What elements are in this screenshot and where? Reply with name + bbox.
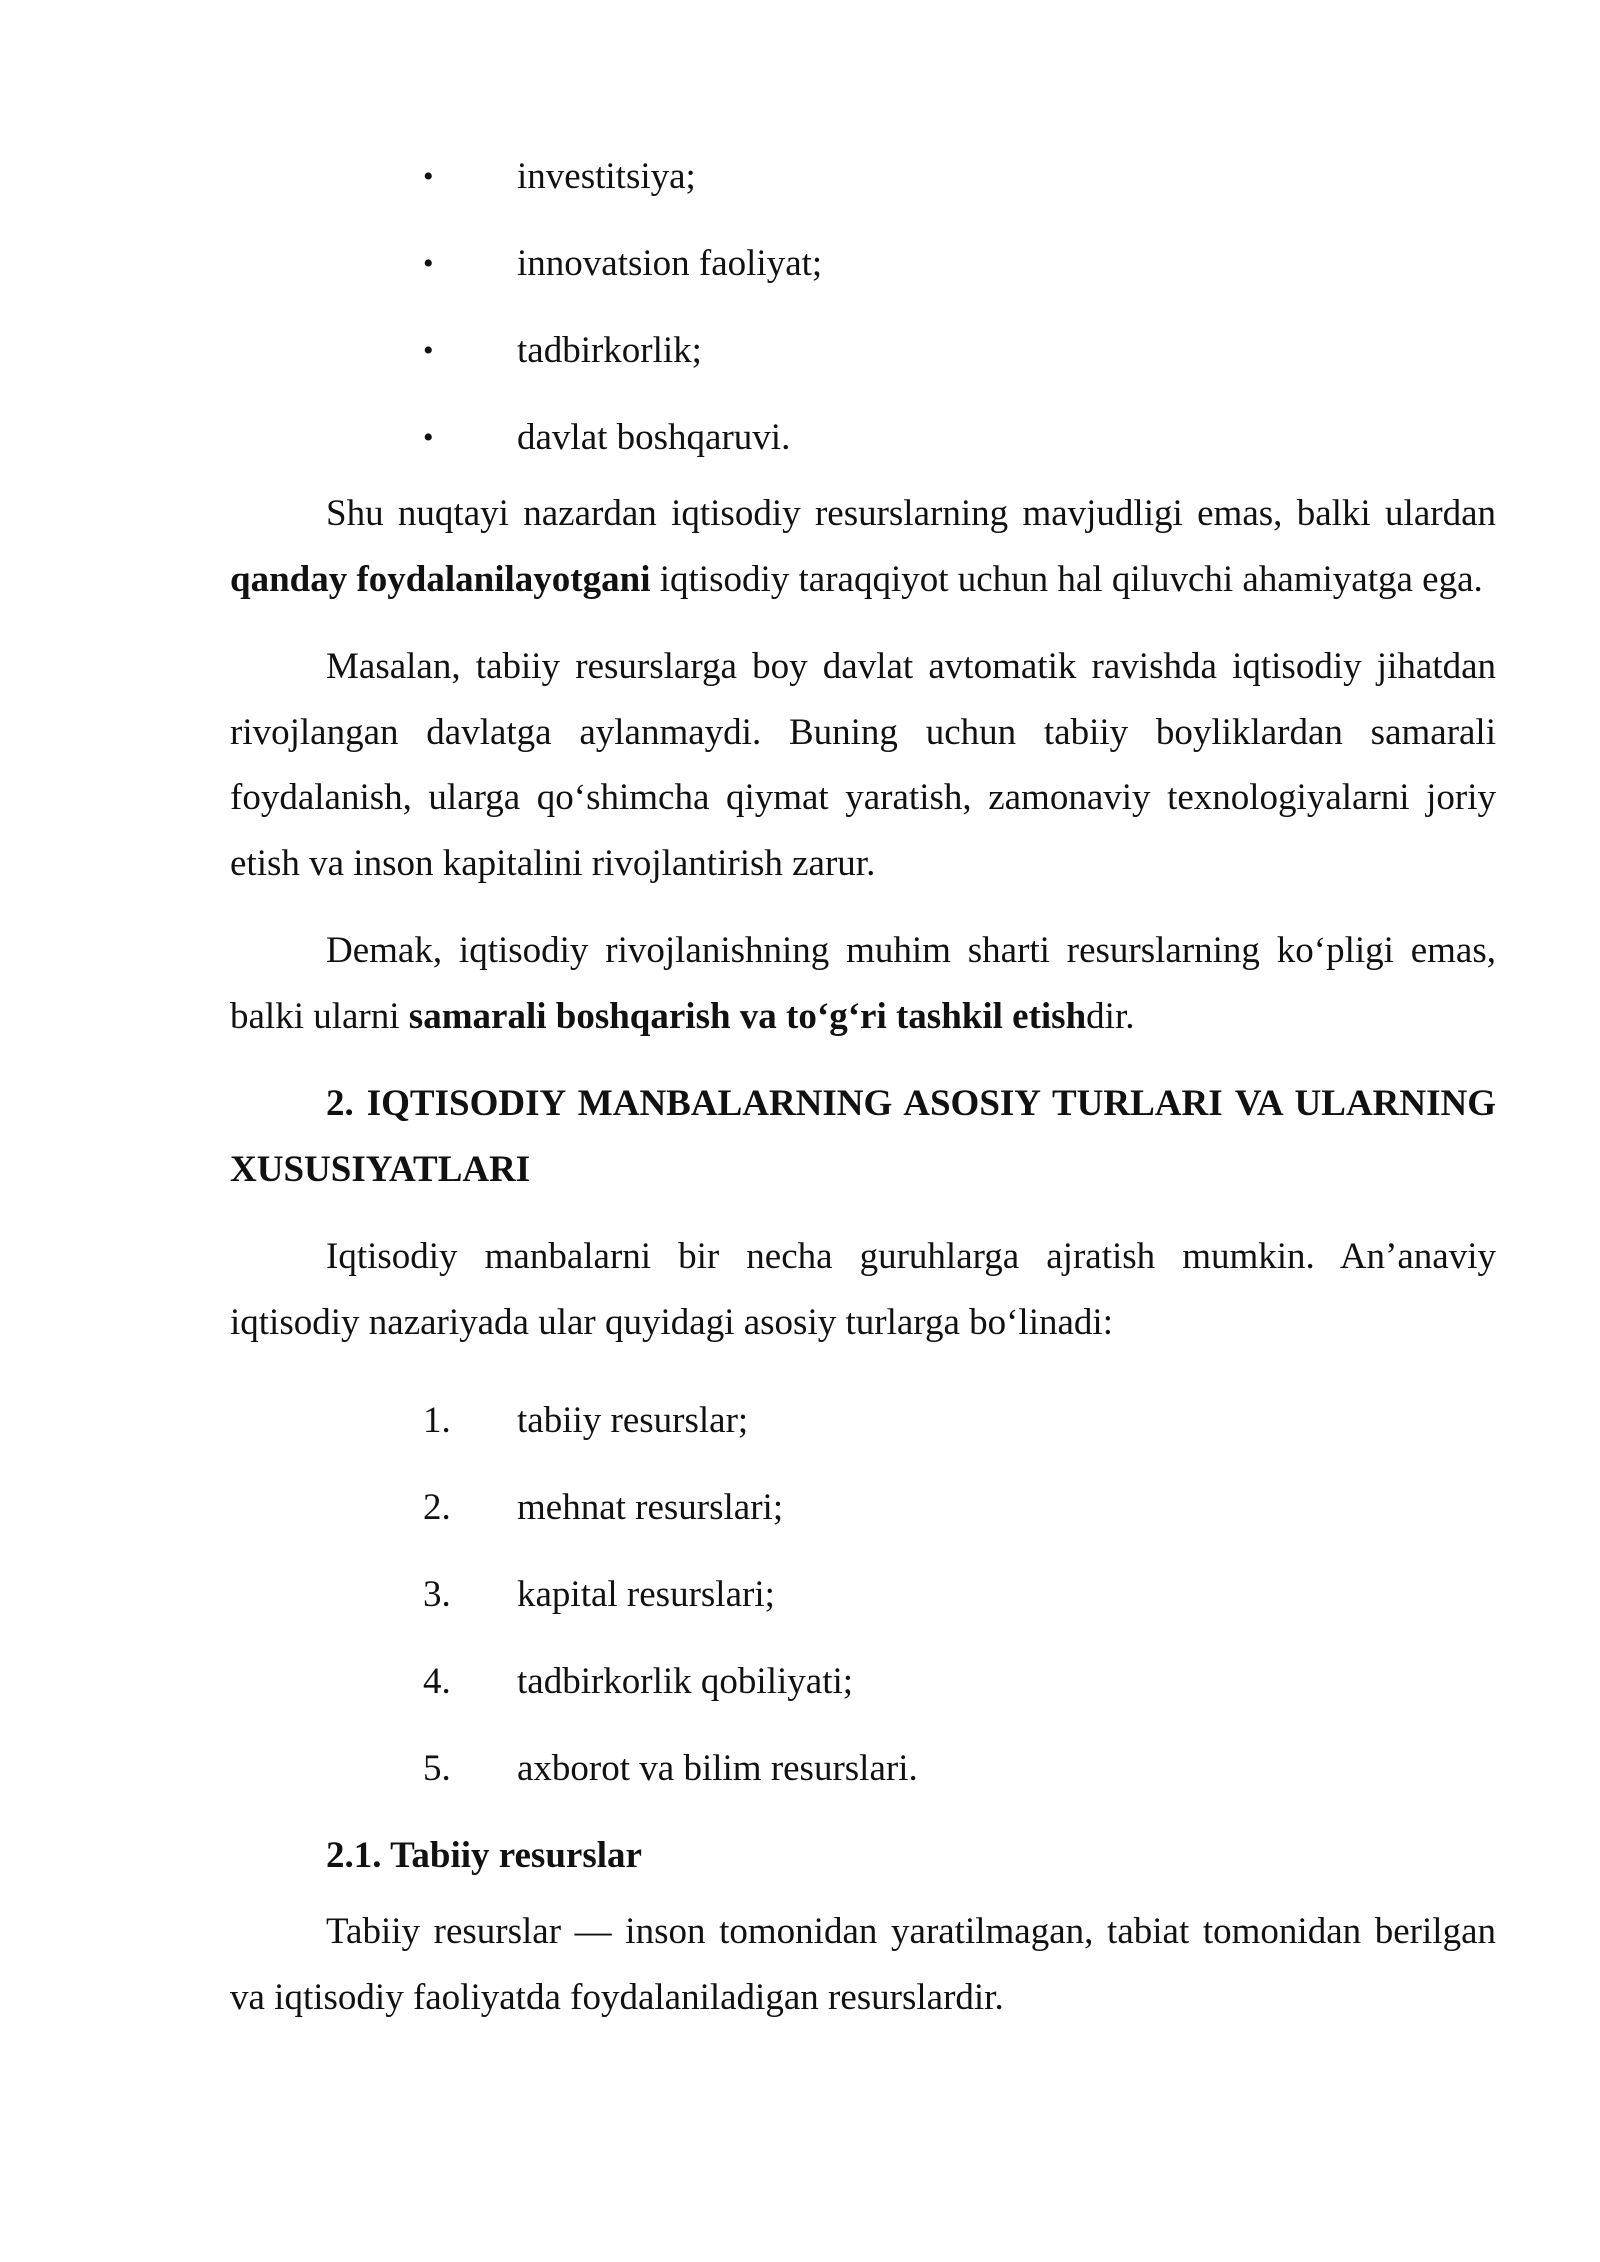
- list-number: 3.: [423, 1574, 451, 1615]
- paragraph-natural-resources: Tabiiy resurslar — inson tomonidan yaratilmagan, tabiat tomonidan berilgan va iqtisodiy faoliyatda foydalaniladigan resurslardir.: [230, 1911, 1496, 2018]
- list-item: [230, 220, 1496, 307]
- list-number: 5.: [423, 1748, 451, 1789]
- numbered-list: [230, 1377, 1496, 1812]
- list-number: 1.: [423, 1400, 451, 1441]
- bullet-list: [230, 133, 1496, 481]
- bullet-marker: •: [423, 247, 434, 280]
- bullet-marker: •: [423, 334, 434, 367]
- list-item-text: kapital resurslari;: [517, 1574, 775, 1615]
- paragraph-conclusion: [230, 918, 1496, 1049]
- paragraph-text: dir.: [1086, 995, 1135, 1037]
- list-item: [230, 394, 1496, 481]
- list-item-text: innovatsion faoliyat;: [517, 243, 823, 284]
- list-item-text: tabiiy resurslar;: [517, 1400, 749, 1441]
- list-item: [230, 1464, 1496, 1551]
- list-number: 4.: [423, 1661, 451, 1702]
- list-item-text: mehnat resurslari;: [517, 1487, 784, 1528]
- paragraph-text: iqtisodiy taraqqiyot uchun hal qiluvchi ahamiyatga ega.: [650, 558, 1483, 600]
- list-item: [230, 1551, 1496, 1638]
- subsection-heading: 2.1. Tabiiy resurslar: [326, 1835, 642, 1876]
- paragraph-emphasis: samarali boshqarish va to‘g‘ri tashkil etish: [408, 995, 1087, 1037]
- list-item-text: tadbirkorlik;: [517, 330, 702, 371]
- paragraph-emphasis: qanday foydalanilayotgani: [230, 558, 651, 600]
- list-item-text: davlat boshqaruvi.: [517, 417, 791, 458]
- list-item-text: axborot va bilim resurslari.: [517, 1748, 918, 1789]
- section-heading: 2. IQTISODIY MANBALARNING ASOSIY TURLARI VA ULARNING XUSUSIYATLARI: [230, 1083, 1496, 1190]
- list-item-text: tadbirkorlik qobiliyati;: [517, 1661, 854, 1702]
- list-item: [230, 307, 1496, 394]
- list-item: [230, 1725, 1496, 1812]
- list-number: 2.: [423, 1487, 451, 1528]
- list-item: [230, 1377, 1496, 1464]
- paragraph-classification: Iqtisodiy manbalarni bir necha guruhlarga ajratish mumkin. An’anaviy iqtisodiy nazariyada ular quyidagi asosiy turlarga bo‘linadi:: [230, 1236, 1496, 1343]
- paragraph-text: Demak, iqtisodiy rivojlanishning muhim sharti resurslarning ko‘pligi emas, balki ularni: [230, 930, 1496, 1037]
- bullet-marker: •: [423, 421, 434, 454]
- bullet-marker: •: [423, 160, 434, 193]
- list-item-text: investitsiya;: [517, 156, 696, 197]
- document-page: [230, 0, 1496, 2030]
- paragraph-text: Shu nuqtayi nazardan iqtisodiy resurslarning mavjudligi emas, balki ulardan: [326, 493, 1496, 534]
- list-item: [230, 133, 1496, 220]
- paragraph-example: Masalan, tabiiy resurslarga boy davlat avtomatik ravishda iqtisodiy jihatdan rivojlangan davlatga aylanmaydi. Buning uchun tabiiy boyliklardan samarali foydalanish, ularga qo‘shimcha qiymat yaratish, zamonaviy texnologiyalarni joriy etish va inson kapitalini rivojlantirish zarur.: [230, 646, 1496, 884]
- paragraph-resource-usage: [230, 481, 1496, 612]
- list-item: [230, 1638, 1496, 1725]
